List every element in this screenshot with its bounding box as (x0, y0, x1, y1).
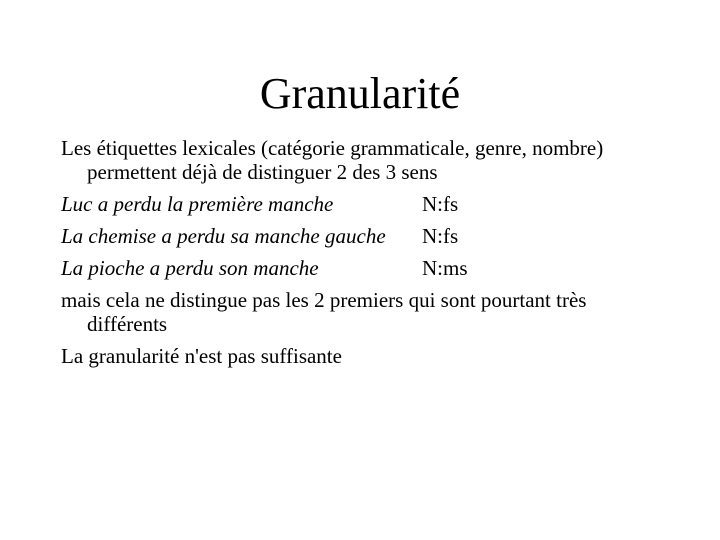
example-tag: N:ms (422, 256, 468, 280)
example-sentence: La pioche a perdu son manche (61, 256, 319, 280)
note-paragraph: mais cela ne distingue pas les 2 premiers qui sont pourtant très différents (61, 288, 587, 336)
example-tag: N:fs (422, 192, 459, 216)
slide-title: Granularité (259, 69, 461, 118)
slide-body (61, 136, 661, 376)
intro-paragraph: Les étiquettes lexicales (catégorie grammaticale, genre, nombre) permettent déjà de distinguer 2 des 3 sens (61, 136, 604, 184)
example-line (61, 224, 661, 248)
conclusion-paragraph: La granularité n'est pas suffisante (61, 344, 342, 368)
example-tag: N:fs (422, 224, 459, 248)
example-line (61, 192, 661, 216)
example-line (61, 256, 661, 280)
example-sentence: Luc a perdu la première manche (61, 192, 334, 216)
example-sentence: La chemise a perdu sa manche gauche (61, 224, 386, 248)
